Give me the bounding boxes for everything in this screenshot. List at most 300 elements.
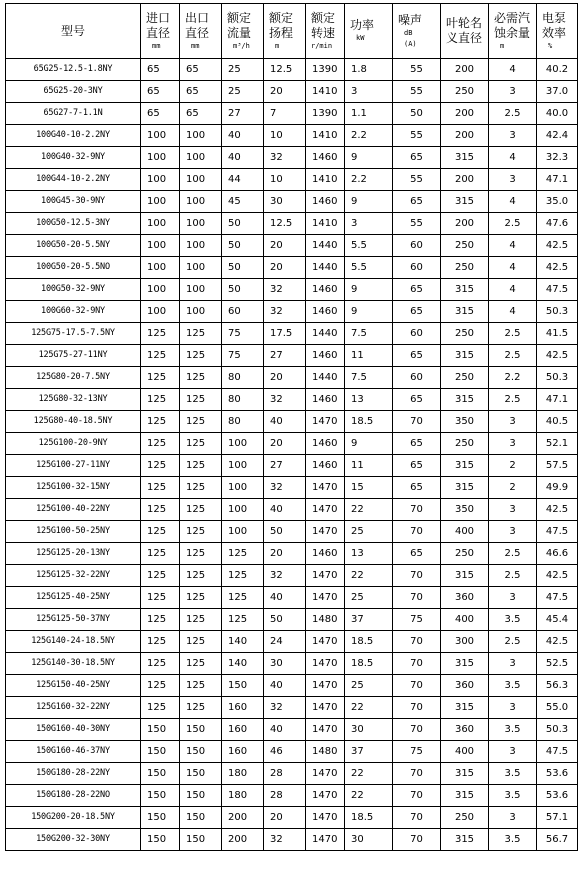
cell-rated-head: 50 xyxy=(264,521,306,543)
cell-outlet-diameter: 150 xyxy=(180,807,222,829)
cell-model: 150G160-40-30NY xyxy=(6,719,141,741)
cell-inlet-diameter: 125 xyxy=(141,587,180,609)
cell-power: 7.5 xyxy=(345,367,393,389)
cell-rated-flow: 150 xyxy=(222,675,264,697)
cell-rated-head: 20 xyxy=(264,543,306,565)
cell-outlet-diameter: 125 xyxy=(180,653,222,675)
table-row xyxy=(6,345,578,367)
cell-rated-head: 32 xyxy=(264,389,306,411)
cell-outlet-diameter: 150 xyxy=(180,741,222,763)
cell-rated-flow: 80 xyxy=(222,389,264,411)
cell-outlet-diameter: 65 xyxy=(180,103,222,125)
table-row xyxy=(6,697,578,719)
cell-rated-flow: 75 xyxy=(222,345,264,367)
cell-model: 125G75-17.5-7.5NY xyxy=(6,323,141,345)
cell-impeller-diameter: 300 xyxy=(441,631,489,653)
cell-noise: 55 xyxy=(393,213,441,235)
cell-rated-flow: 200 xyxy=(222,807,264,829)
cell-power: 5.5 xyxy=(345,257,393,279)
cell-impeller-diameter: 200 xyxy=(441,59,489,81)
table-row xyxy=(6,785,578,807)
cell-rated-speed: 1480 xyxy=(306,609,345,631)
cell-noise: 60 xyxy=(393,235,441,257)
cell-rated-speed: 1470 xyxy=(306,631,345,653)
cell-inlet-diameter: 125 xyxy=(141,477,180,499)
table-row xyxy=(6,389,578,411)
cell-npsh-required: 3 xyxy=(489,499,537,521)
cell-npsh-required: 3 xyxy=(489,587,537,609)
cell-rated-flow: 40 xyxy=(222,147,264,169)
cell-inlet-diameter: 125 xyxy=(141,499,180,521)
cell-rated-head: 32 xyxy=(264,565,306,587)
cell-impeller-diameter: 400 xyxy=(441,609,489,631)
cell-inlet-diameter: 100 xyxy=(141,191,180,213)
cell-power: 25 xyxy=(345,675,393,697)
cell-power: 25 xyxy=(345,521,393,543)
cell-impeller-diameter: 200 xyxy=(441,125,489,147)
cell-noise: 65 xyxy=(393,301,441,323)
table-row xyxy=(6,235,578,257)
cell-npsh-required: 2 xyxy=(489,455,537,477)
cell-outlet-diameter: 125 xyxy=(180,477,222,499)
cell-model: 125G150-40-25NY xyxy=(6,675,141,697)
header-row xyxy=(6,4,578,59)
table-row xyxy=(6,191,578,213)
cell-model: 125G75-27-11NY xyxy=(6,345,141,367)
cell-noise: 55 xyxy=(393,59,441,81)
cell-pump-efficiency: 47.1 xyxy=(537,169,578,191)
cell-rated-flow: 75 xyxy=(222,323,264,345)
cell-power: 15 xyxy=(345,477,393,499)
cell-inlet-diameter: 100 xyxy=(141,257,180,279)
header-unit: % xyxy=(548,41,553,50)
cell-noise: 70 xyxy=(393,499,441,521)
cell-npsh-required: 2.5 xyxy=(489,631,537,653)
cell-rated-head: 27 xyxy=(264,455,306,477)
header-noise xyxy=(393,4,441,59)
cell-rated-flow: 100 xyxy=(222,521,264,543)
cell-rated-speed: 1440 xyxy=(306,235,345,257)
cell-rated-flow: 50 xyxy=(222,235,264,257)
cell-model: 125G125-32-22NY xyxy=(6,565,141,587)
cell-pump-efficiency: 42.5 xyxy=(537,499,578,521)
cell-rated-head: 10 xyxy=(264,125,306,147)
cell-npsh-required: 4 xyxy=(489,59,537,81)
cell-rated-flow: 140 xyxy=(222,653,264,675)
cell-noise: 70 xyxy=(393,719,441,741)
cell-rated-speed: 1460 xyxy=(306,279,345,301)
cell-rated-speed: 1410 xyxy=(306,169,345,191)
cell-npsh-required: 3 xyxy=(489,521,537,543)
cell-rated-speed: 1460 xyxy=(306,301,345,323)
cell-inlet-diameter: 125 xyxy=(141,631,180,653)
cell-inlet-diameter: 125 xyxy=(141,609,180,631)
cell-power: 30 xyxy=(345,829,393,851)
header-label: 出口 直径 xyxy=(185,10,210,40)
table-row xyxy=(6,499,578,521)
cell-inlet-diameter: 125 xyxy=(141,433,180,455)
cell-noise: 65 xyxy=(393,455,441,477)
header-unit: mm xyxy=(191,41,200,50)
cell-impeller-diameter: 200 xyxy=(441,103,489,125)
cell-npsh-required: 2.2 xyxy=(489,367,537,389)
pump-spec-sheet xyxy=(5,3,578,851)
cell-rated-head: 32 xyxy=(264,301,306,323)
table-row xyxy=(6,521,578,543)
header-unit: r/min xyxy=(311,41,333,50)
cell-inlet-diameter: 150 xyxy=(141,719,180,741)
cell-rated-flow: 45 xyxy=(222,191,264,213)
cell-outlet-diameter: 125 xyxy=(180,499,222,521)
cell-rated-speed: 1470 xyxy=(306,719,345,741)
table-row xyxy=(6,81,578,103)
cell-power: 18.5 xyxy=(345,631,393,653)
cell-pump-efficiency: 47.5 xyxy=(537,587,578,609)
cell-inlet-diameter: 125 xyxy=(141,521,180,543)
cell-rated-speed: 1460 xyxy=(306,543,345,565)
cell-inlet-diameter: 150 xyxy=(141,807,180,829)
cell-model: 125G140-24-18.5NY xyxy=(6,631,141,653)
cell-npsh-required: 4 xyxy=(489,257,537,279)
cell-power: 2.2 xyxy=(345,169,393,191)
cell-model: 150G180-28-22NO xyxy=(6,785,141,807)
cell-noise: 75 xyxy=(393,741,441,763)
cell-outlet-diameter: 125 xyxy=(180,631,222,653)
cell-inlet-diameter: 125 xyxy=(141,323,180,345)
cell-impeller-diameter: 315 xyxy=(441,697,489,719)
cell-npsh-required: 3 xyxy=(489,653,537,675)
cell-rated-flow: 125 xyxy=(222,543,264,565)
cell-pump-efficiency: 50.3 xyxy=(537,367,578,389)
cell-pump-efficiency: 42.5 xyxy=(537,565,578,587)
cell-impeller-diameter: 400 xyxy=(441,741,489,763)
cell-impeller-diameter: 315 xyxy=(441,785,489,807)
cell-power: 9 xyxy=(345,433,393,455)
cell-rated-flow: 50 xyxy=(222,279,264,301)
cell-rated-head: 32 xyxy=(264,829,306,851)
cell-rated-head: 50 xyxy=(264,609,306,631)
cell-rated-speed: 1460 xyxy=(306,433,345,455)
cell-npsh-required: 2.5 xyxy=(489,103,537,125)
cell-pump-efficiency: 46.6 xyxy=(537,543,578,565)
cell-outlet-diameter: 125 xyxy=(180,323,222,345)
header-label: 额定 转速 xyxy=(311,10,336,40)
cell-npsh-required: 3 xyxy=(489,125,537,147)
cell-npsh-required: 3 xyxy=(489,807,537,829)
cell-impeller-diameter: 250 xyxy=(441,367,489,389)
table-row xyxy=(6,411,578,433)
table-body xyxy=(6,59,578,851)
cell-model: 65G25-20-3NY xyxy=(6,81,141,103)
cell-rated-speed: 1480 xyxy=(306,741,345,763)
table-row xyxy=(6,433,578,455)
cell-rated-flow: 160 xyxy=(222,697,264,719)
cell-noise: 60 xyxy=(393,367,441,389)
cell-rated-head: 30 xyxy=(264,191,306,213)
cell-impeller-diameter: 250 xyxy=(441,807,489,829)
cell-noise: 70 xyxy=(393,785,441,807)
cell-inlet-diameter: 100 xyxy=(141,213,180,235)
cell-noise: 65 xyxy=(393,279,441,301)
header-label: 型号 xyxy=(60,23,85,38)
cell-rated-head: 20 xyxy=(264,257,306,279)
cell-npsh-required: 3.5 xyxy=(489,675,537,697)
cell-rated-speed: 1470 xyxy=(306,411,345,433)
header-label: 必需汽 蚀余量 xyxy=(494,10,531,40)
header-inlet-diameter xyxy=(141,4,180,59)
cell-rated-flow: 100 xyxy=(222,477,264,499)
table-row xyxy=(6,653,578,675)
cell-impeller-diameter: 315 xyxy=(441,191,489,213)
cell-rated-head: 20 xyxy=(264,807,306,829)
cell-noise: 70 xyxy=(393,521,441,543)
cell-pump-efficiency: 50.3 xyxy=(537,719,578,741)
cell-noise: 70 xyxy=(393,675,441,697)
header-label: 叶轮名 义直径 xyxy=(446,16,483,45)
table-row xyxy=(6,301,578,323)
cell-pump-efficiency: 50.3 xyxy=(537,301,578,323)
cell-rated-flow: 180 xyxy=(222,785,264,807)
cell-power: 25 xyxy=(345,587,393,609)
cell-inlet-diameter: 150 xyxy=(141,785,180,807)
cell-model: 100G44-10-2.2NY xyxy=(6,169,141,191)
cell-rated-speed: 1470 xyxy=(306,565,345,587)
cell-rated-speed: 1460 xyxy=(306,455,345,477)
cell-model: 100G50-32-9NY xyxy=(6,279,141,301)
cell-power: 1.8 xyxy=(345,59,393,81)
cell-model: 150G200-20-18.5NY xyxy=(6,807,141,829)
cell-rated-speed: 1470 xyxy=(306,697,345,719)
cell-impeller-diameter: 250 xyxy=(441,81,489,103)
cell-pump-efficiency: 42.5 xyxy=(537,631,578,653)
cell-rated-flow: 100 xyxy=(222,455,264,477)
cell-pump-efficiency: 47.5 xyxy=(537,741,578,763)
cell-inlet-diameter: 65 xyxy=(141,103,180,125)
cell-pump-efficiency: 41.5 xyxy=(537,323,578,345)
cell-model: 125G100-20-9NY xyxy=(6,433,141,455)
cell-noise: 65 xyxy=(393,477,441,499)
cell-outlet-diameter: 100 xyxy=(180,213,222,235)
cell-rated-speed: 1470 xyxy=(306,587,345,609)
cell-impeller-diameter: 250 xyxy=(441,235,489,257)
cell-power: 11 xyxy=(345,345,393,367)
cell-inlet-diameter: 150 xyxy=(141,741,180,763)
cell-model: 65G27-7-1.1N xyxy=(6,103,141,125)
cell-npsh-required: 2.5 xyxy=(489,213,537,235)
table-row xyxy=(6,543,578,565)
cell-npsh-required: 3 xyxy=(489,169,537,191)
cell-pump-efficiency: 56.3 xyxy=(537,675,578,697)
table-row xyxy=(6,323,578,345)
cell-inlet-diameter: 100 xyxy=(141,235,180,257)
header-unit: kW xyxy=(356,34,365,42)
table-row xyxy=(6,719,578,741)
cell-pump-efficiency: 35.0 xyxy=(537,191,578,213)
cell-pump-efficiency: 40.5 xyxy=(537,411,578,433)
cell-rated-head: 7 xyxy=(264,103,306,125)
cell-model: 100G50-20-5.5NY xyxy=(6,235,141,257)
cell-noise: 70 xyxy=(393,631,441,653)
cell-pump-efficiency: 47.5 xyxy=(537,521,578,543)
cell-rated-head: 27 xyxy=(264,345,306,367)
table-row xyxy=(6,59,578,81)
cell-pump-efficiency: 56.7 xyxy=(537,829,578,851)
cell-inlet-diameter: 100 xyxy=(141,169,180,191)
cell-outlet-diameter: 100 xyxy=(180,125,222,147)
cell-rated-flow: 25 xyxy=(222,81,264,103)
cell-noise: 65 xyxy=(393,389,441,411)
header-label: 电泵 效率 xyxy=(542,10,567,40)
cell-pump-efficiency: 40.0 xyxy=(537,103,578,125)
cell-outlet-diameter: 65 xyxy=(180,59,222,81)
table-row xyxy=(6,367,578,389)
header-unit: m xyxy=(275,41,280,50)
cell-inlet-diameter: 100 xyxy=(141,301,180,323)
cell-rated-speed: 1470 xyxy=(306,807,345,829)
cell-rated-speed: 1470 xyxy=(306,763,345,785)
cell-impeller-diameter: 315 xyxy=(441,477,489,499)
cell-model: 100G45-30-9NY xyxy=(6,191,141,213)
cell-model: 125G80-32-13NY xyxy=(6,389,141,411)
cell-noise: 70 xyxy=(393,763,441,785)
header-label: 额定 扬程 xyxy=(269,10,294,40)
cell-pump-efficiency: 40.2 xyxy=(537,59,578,81)
cell-pump-efficiency: 47.1 xyxy=(537,389,578,411)
cell-model: 100G40-32-9NY xyxy=(6,147,141,169)
cell-rated-flow: 160 xyxy=(222,741,264,763)
table-row xyxy=(6,125,578,147)
cell-model: 150G200-32-30NY xyxy=(6,829,141,851)
cell-npsh-required: 3.5 xyxy=(489,829,537,851)
cell-rated-flow: 160 xyxy=(222,719,264,741)
cell-model: 125G140-30-18.5NY xyxy=(6,653,141,675)
cell-noise: 50 xyxy=(393,103,441,125)
cell-outlet-diameter: 125 xyxy=(180,455,222,477)
cell-rated-head: 32 xyxy=(264,147,306,169)
cell-impeller-diameter: 250 xyxy=(441,543,489,565)
cell-model: 100G50-20-5.5NO xyxy=(6,257,141,279)
cell-rated-head: 20 xyxy=(264,367,306,389)
cell-power: 18.5 xyxy=(345,653,393,675)
cell-inlet-diameter: 125 xyxy=(141,543,180,565)
cell-pump-efficiency: 49.9 xyxy=(537,477,578,499)
cell-npsh-required: 4 xyxy=(489,301,537,323)
cell-power: 9 xyxy=(345,279,393,301)
cell-rated-head: 40 xyxy=(264,719,306,741)
cell-power: 18.5 xyxy=(345,807,393,829)
cell-outlet-diameter: 100 xyxy=(180,147,222,169)
cell-power: 3 xyxy=(345,213,393,235)
cell-rated-head: 40 xyxy=(264,675,306,697)
cell-rated-head: 12.5 xyxy=(264,59,306,81)
cell-noise: 65 xyxy=(393,345,441,367)
cell-outlet-diameter: 100 xyxy=(180,169,222,191)
cell-rated-flow: 100 xyxy=(222,499,264,521)
cell-power: 22 xyxy=(345,697,393,719)
cell-rated-head: 17.5 xyxy=(264,323,306,345)
cell-rated-speed: 1470 xyxy=(306,477,345,499)
cell-impeller-diameter: 315 xyxy=(441,565,489,587)
cell-noise: 75 xyxy=(393,609,441,631)
header-pump-efficiency xyxy=(537,4,578,59)
cell-power: 22 xyxy=(345,499,393,521)
cell-noise: 65 xyxy=(393,433,441,455)
table-row xyxy=(6,675,578,697)
cell-pump-efficiency: 52.1 xyxy=(537,433,578,455)
cell-model: 125G100-50-25NY xyxy=(6,521,141,543)
cell-pump-efficiency: 52.5 xyxy=(537,653,578,675)
table-row xyxy=(6,103,578,125)
cell-rated-speed: 1470 xyxy=(306,521,345,543)
cell-rated-speed: 1410 xyxy=(306,213,345,235)
cell-rated-speed: 1390 xyxy=(306,59,345,81)
cell-npsh-required: 2.5 xyxy=(489,345,537,367)
cell-npsh-required: 3 xyxy=(489,81,537,103)
table-row xyxy=(6,829,578,851)
cell-inlet-diameter: 125 xyxy=(141,455,180,477)
cell-rated-flow: 125 xyxy=(222,565,264,587)
cell-impeller-diameter: 315 xyxy=(441,345,489,367)
cell-npsh-required: 3.5 xyxy=(489,763,537,785)
cell-inlet-diameter: 125 xyxy=(141,389,180,411)
table-row xyxy=(6,279,578,301)
table-row xyxy=(6,477,578,499)
cell-pump-efficiency: 32.3 xyxy=(537,147,578,169)
cell-outlet-diameter: 125 xyxy=(180,367,222,389)
cell-outlet-diameter: 150 xyxy=(180,829,222,851)
cell-npsh-required: 2.5 xyxy=(489,389,537,411)
cell-npsh-required: 3.5 xyxy=(489,609,537,631)
cell-power: 3 xyxy=(345,81,393,103)
cell-outlet-diameter: 100 xyxy=(180,235,222,257)
cell-rated-speed: 1440 xyxy=(306,323,345,345)
cell-inlet-diameter: 150 xyxy=(141,763,180,785)
cell-rated-flow: 140 xyxy=(222,631,264,653)
cell-inlet-diameter: 125 xyxy=(141,345,180,367)
cell-noise: 70 xyxy=(393,807,441,829)
cell-rated-head: 32 xyxy=(264,697,306,719)
cell-outlet-diameter: 100 xyxy=(180,257,222,279)
cell-rated-speed: 1470 xyxy=(306,499,345,521)
cell-pump-efficiency: 47.6 xyxy=(537,213,578,235)
cell-rated-speed: 1440 xyxy=(306,257,345,279)
cell-rated-speed: 1460 xyxy=(306,147,345,169)
cell-outlet-diameter: 150 xyxy=(180,719,222,741)
cell-rated-flow: 50 xyxy=(222,257,264,279)
cell-rated-flow: 60 xyxy=(222,301,264,323)
cell-rated-flow: 44 xyxy=(222,169,264,191)
cell-rated-speed: 1460 xyxy=(306,389,345,411)
cell-rated-flow: 200 xyxy=(222,829,264,851)
cell-noise: 70 xyxy=(393,697,441,719)
cell-rated-head: 40 xyxy=(264,411,306,433)
cell-power: 30 xyxy=(345,719,393,741)
cell-outlet-diameter: 125 xyxy=(180,609,222,631)
header-label: 噪声 xyxy=(398,12,423,27)
header-rated-flow xyxy=(222,4,264,59)
cell-impeller-diameter: 350 xyxy=(441,499,489,521)
cell-npsh-required: 4 xyxy=(489,191,537,213)
cell-noise: 65 xyxy=(393,147,441,169)
cell-npsh-required: 3.5 xyxy=(489,719,537,741)
cell-rated-flow: 80 xyxy=(222,367,264,389)
cell-outlet-diameter: 125 xyxy=(180,389,222,411)
cell-power: 22 xyxy=(345,565,393,587)
cell-inlet-diameter: 100 xyxy=(141,147,180,169)
cell-impeller-diameter: 315 xyxy=(441,829,489,851)
cell-rated-speed: 1470 xyxy=(306,653,345,675)
cell-impeller-diameter: 250 xyxy=(441,433,489,455)
